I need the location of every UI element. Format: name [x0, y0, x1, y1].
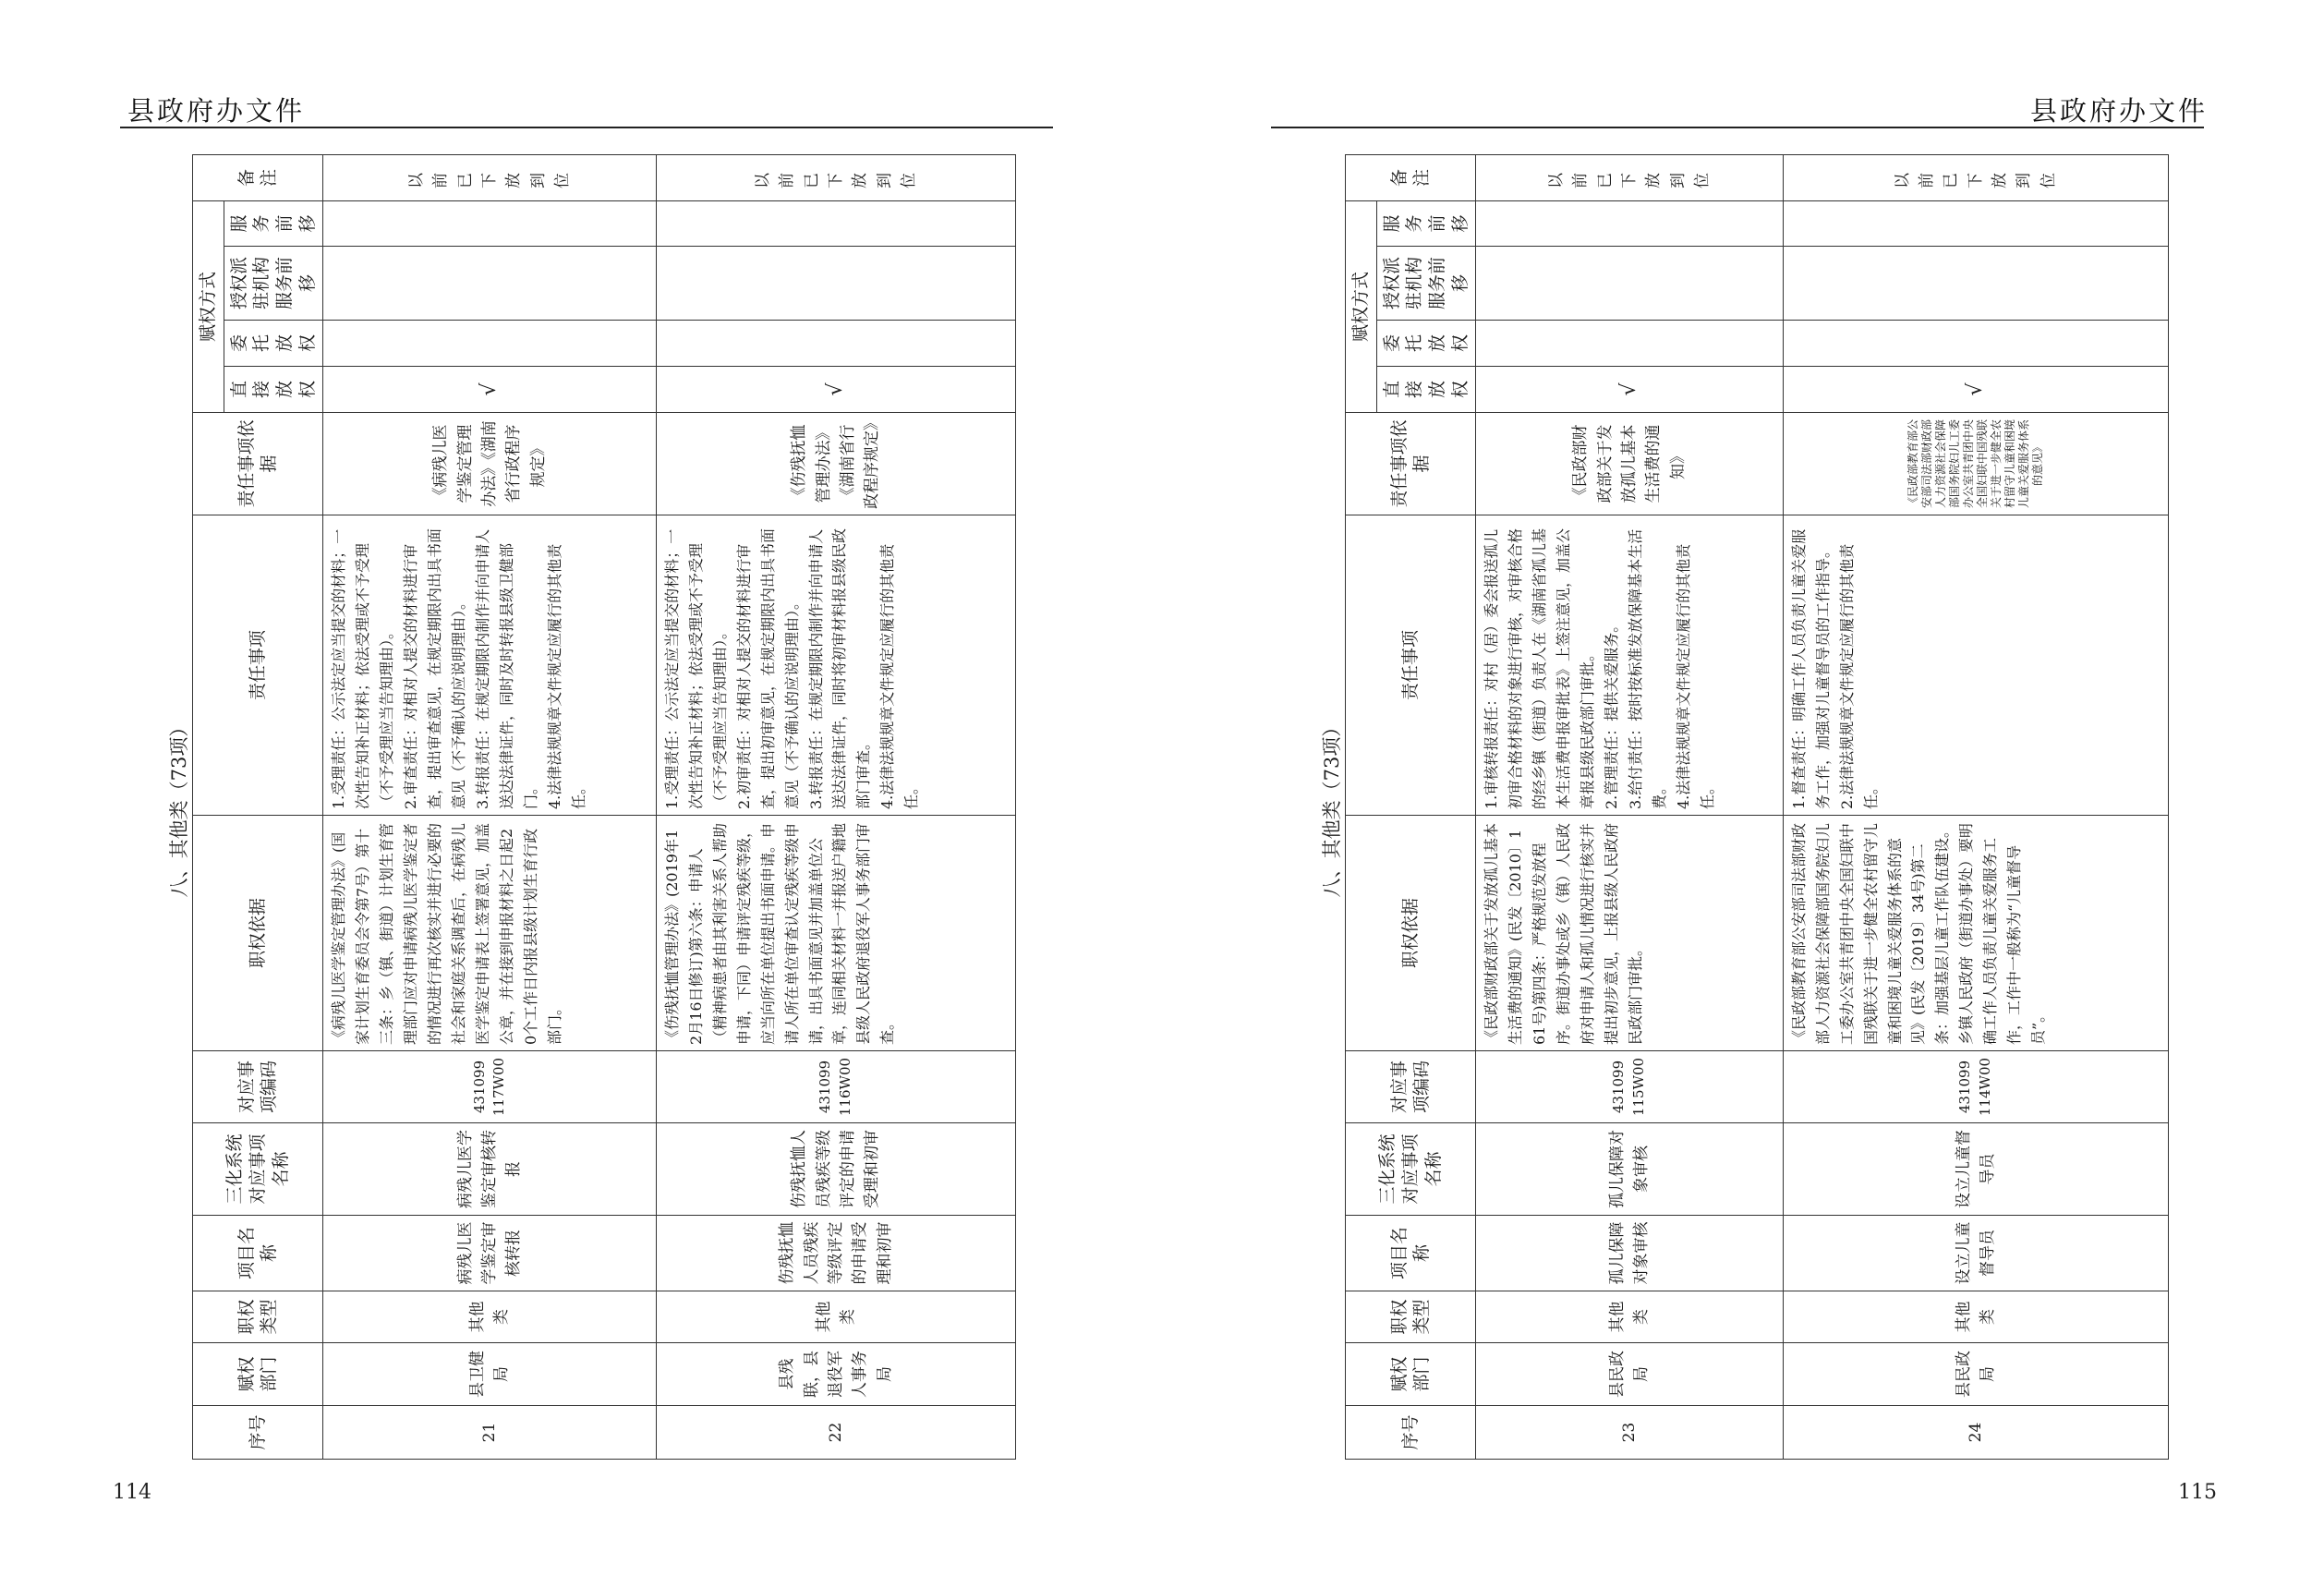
col-mode-entrust: 委托放权 [224, 321, 323, 367]
col-mode-service: 服务前移 [224, 200, 323, 246]
header-row [193, 154, 224, 1459]
col-sys-name: 三化系统对应事项名称 [193, 1123, 323, 1216]
col-resp: 责任事项 [1346, 515, 1476, 816]
col-seq: 序号 [1346, 1406, 1476, 1460]
cell-resp-basis: 《伤残抚恤管理办法》《湖南省行政程序规定》 [657, 413, 1016, 515]
cell-type: 其他类 [323, 1291, 657, 1343]
cell-seq: 23 [1476, 1406, 1783, 1460]
cell-mode-direct: √ [1476, 367, 1783, 413]
cell-sys-name: 设立儿童督导员 [1783, 1123, 2168, 1216]
cell-mode-entrust [1476, 321, 1783, 367]
cell-seq: 22 [657, 1406, 1016, 1460]
cell-name: 伤残抚恤人员残疾等级评定的申请受理和初审 [657, 1216, 1016, 1291]
cell-mode-direct: √ [323, 367, 657, 413]
cell-type: 其他类 [1476, 1291, 1783, 1343]
cell-basis: 《民政部教育部公安部司法部财政部人力资源社会保障部国务院妇儿工委办公室共青团中央全国妇联中国残联关于进一步健全农村留守儿童和困境儿童关爱服务体系的意见》(民发〔2019〕34号)第二条：加强基层儿童工作队伍建设。乡镇人民政府（街道办事处）要明确工作人员负责儿童关爱服务工作，工作中一般称为“儿童督导员”。 [1783, 816, 2168, 1051]
cell-mode-entrust [323, 321, 657, 367]
col-type: 职权类型 [1346, 1291, 1476, 1343]
col-sys-name: 三化系统对应事项名称 [1346, 1123, 1476, 1216]
cell-code: 431099116W00 [657, 1051, 1016, 1123]
cell-remark: 以前已下放到位 [323, 154, 657, 200]
cell-mode-service [1476, 200, 1783, 246]
cell-mode-service [657, 200, 1016, 246]
authority-table [1345, 154, 2169, 1460]
cell-resp: 1.受理责任：公示法定应当提交的材料；一次性告知补正材料；依法受理或不予受理（不予受理应当告知理由）。 2.初审责任：对相对人提交的材料进行审查，提出初审意见，在规定期限内出具书面意见（不予确认的应说明理由）。 3.转报责任：在规定期限内制作并向申请人送达法律证件，同时将初审材料报县级民政部门审查。 4.法律法规规章文件规定应履行的其他责任。 [657, 515, 1016, 816]
cell-resp-basis: 《民政部教育部公安部司法部财政部人力资源社会保障部国务院妇儿工委办公室共青团中央全国妇联中国残联关于进一步健全农村留守儿童和困境儿童关爱服务体系的意见》 [1783, 413, 2168, 515]
cell-mode-direct: √ [657, 367, 1016, 413]
cell-sys-name: 病残儿医学鉴定审核转报 [323, 1123, 657, 1216]
cell-seq: 24 [1783, 1406, 2168, 1460]
col-dept: 赋权部门 [1346, 1343, 1476, 1406]
cell-code: 431099117W00 [323, 1051, 657, 1123]
col-resp-basis: 责任事项依据 [1346, 413, 1476, 515]
cell-resp-basis: 《民政部财政部关于发放孤儿基本生活费的通知》 [1476, 413, 1783, 515]
document-header: 县政府办文件 [127, 95, 306, 127]
col-mode-direct: 直接放权 [224, 367, 323, 413]
cell-mode-station [1476, 247, 1783, 321]
cell-dept: 县民政局 [1783, 1343, 2168, 1406]
col-name: 项目名称 [1346, 1216, 1476, 1291]
cell-dept: 县民政局 [1476, 1343, 1783, 1406]
cell-mode-station [1783, 247, 2168, 321]
col-mode-group: 赋权方式 [193, 200, 224, 412]
section-title: 八、其他类（73项） [168, 717, 190, 898]
col-mode-entrust: 委托放权 [1376, 321, 1476, 367]
table-row [657, 154, 1016, 1459]
right-page [1162, 0, 2324, 1588]
cell-mode-service [323, 200, 657, 246]
col-remark: 备注 [193, 154, 323, 200]
cell-name: 病残儿医学鉴定审核转报 [323, 1216, 657, 1291]
cell-mode-station [657, 247, 1016, 321]
col-basis: 职权依据 [193, 816, 323, 1051]
col-remark: 备注 [1346, 154, 1476, 200]
cell-mode-station [323, 247, 657, 321]
col-mode-service: 服务前移 [1376, 200, 1476, 246]
header-rule [1271, 127, 2204, 128]
cell-remark: 以前已下放到位 [1783, 154, 2168, 200]
cell-type: 其他类 [1783, 1291, 2168, 1343]
col-code: 对应事项编码 [193, 1051, 323, 1123]
col-name: 项目名称 [193, 1216, 323, 1291]
col-type: 职权类型 [193, 1291, 323, 1343]
document-header: 县政府办文件 [2030, 95, 2209, 127]
header-row [1346, 154, 1377, 1459]
col-mode-station: 授权派驻机构服务前移 [224, 247, 323, 321]
cell-resp-basis: 《病残儿医学鉴定管理办法》《湖南省行政程序规定》 [323, 413, 657, 515]
cell-basis: 《病残儿医学鉴定管理办法》(国家计划生育委员会令第7号）第十三条：乡（镇、街道）计划生育管理部门应对申请病残儿医学鉴定者的情况进行再次核实并进行必要的社会和家庭关系调查后，在病残儿医学鉴定申请表上签署意见，加盖公章，并在接到申报材料之日起20个工作日内报县级计划生育行政部门。 [323, 816, 657, 1051]
cell-sys-name: 伤残抚恤人员残疾等级评定的申请受理和初审 [657, 1123, 1016, 1216]
col-dept: 赋权部门 [193, 1343, 323, 1406]
cell-type: 其他类 [657, 1291, 1016, 1343]
cell-dept: 县残联，县退役军人事务局 [657, 1343, 1016, 1406]
col-code: 对应事项编码 [1346, 1051, 1476, 1123]
cell-remark: 以前已下放到位 [1476, 154, 1783, 200]
header-rule [120, 127, 1053, 128]
cell-dept: 县卫健局 [323, 1343, 657, 1406]
section-title: 八、其他类（73项） [1321, 717, 1343, 898]
col-mode-station: 授权派驻机构服务前移 [1376, 247, 1476, 321]
cell-seq: 21 [323, 1406, 657, 1460]
col-resp: 责任事项 [193, 515, 323, 816]
cell-code: 431099115W00 [1476, 1051, 1783, 1123]
cell-resp: 1.督查责任：明确工作人员负责儿童关爱服务工作，加强对儿童督导员的工作指导。 2.法律法规规章文件规定应履行的其他责任。 [1783, 515, 2168, 816]
cell-resp: 1.受理责任：公示法定应当提交的材料；一次性告知补正材料；依法受理或不予受理（不予受理应当告知理由）。 2.审查责任：对相对人提交的材料进行审查，提出审查意见，在规定期限内出具书面意见（不予确认的应说明理由）。 3.转报责任：在规定期限内制作并向申请人送达法律证件，同时及时转报县级卫健部门。 4.法律法规规章文件规定应履行的其他责任。 [323, 515, 657, 816]
cell-mode-service [1783, 200, 2168, 246]
cell-name: 孤儿保障对象审核 [1476, 1216, 1783, 1291]
cell-mode-direct: √ [1783, 367, 2168, 413]
cell-remark: 以前已下放到位 [657, 154, 1016, 200]
table-row [1476, 154, 1783, 1459]
rotated-table-block [1319, 155, 2169, 1460]
cell-name: 设立儿童督导员 [1783, 1216, 2168, 1291]
col-seq: 序号 [193, 1406, 323, 1460]
page-number: 115 [2178, 1481, 2217, 1504]
authority-table [192, 154, 1016, 1460]
cell-mode-entrust [1783, 321, 2168, 367]
cell-resp: 1.审核转报责任：对村（居）委会报送孤儿初审合格材料的对象进行审核，对审核合格的经乡镇（街道）负责人在《湖南省孤儿基本生活费申报审批表》上签注意见，加盖公章报县级民政部门审批。 2.管理责任：提供关爱服务。 3.给付责任：按时按标准发放保障基本生活费。 4.法律法规规章文件规定应履行的其他责任。 [1476, 515, 1783, 816]
cell-sys-name: 孤儿保障对象审核 [1476, 1123, 1783, 1216]
table-row [323, 154, 657, 1459]
cell-code: 431099114W00 [1783, 1051, 2168, 1123]
col-mode-group: 赋权方式 [1346, 200, 1377, 412]
col-mode-direct: 直接放权 [1376, 367, 1476, 413]
page-number: 114 [113, 1481, 151, 1504]
col-resp-basis: 责任事项依据 [193, 413, 323, 515]
cell-basis: 《民政部财政部关于发放孤儿基本生活费的通知》(民发〔2010〕161号)第四条：严格规范发放程序。街道办事处或乡（镇）人民政府对申请人和孤儿情况进行核实并提出初步意见，上报县级人民政府民政部门审批。 [1476, 816, 1783, 1051]
cell-mode-entrust [657, 321, 1016, 367]
table-row [1783, 154, 2168, 1459]
col-basis: 职权依据 [1346, 816, 1476, 1051]
rotated-table-block [166, 155, 1016, 1460]
cell-basis: 《伤残抚恤管理办法》(2019年12月16日修订)第六条：申请人（精神病患者由其利害关系人帮助申请，下同）申请评定残疾等级，应当向所在单位提出书面申请。申请人所在单位审查认定残疾等级申请，出具书面意见并加盖单位公章，连同相关材料一并报送户籍地县级人民政府退役军人事务部门审查。 [657, 816, 1016, 1051]
